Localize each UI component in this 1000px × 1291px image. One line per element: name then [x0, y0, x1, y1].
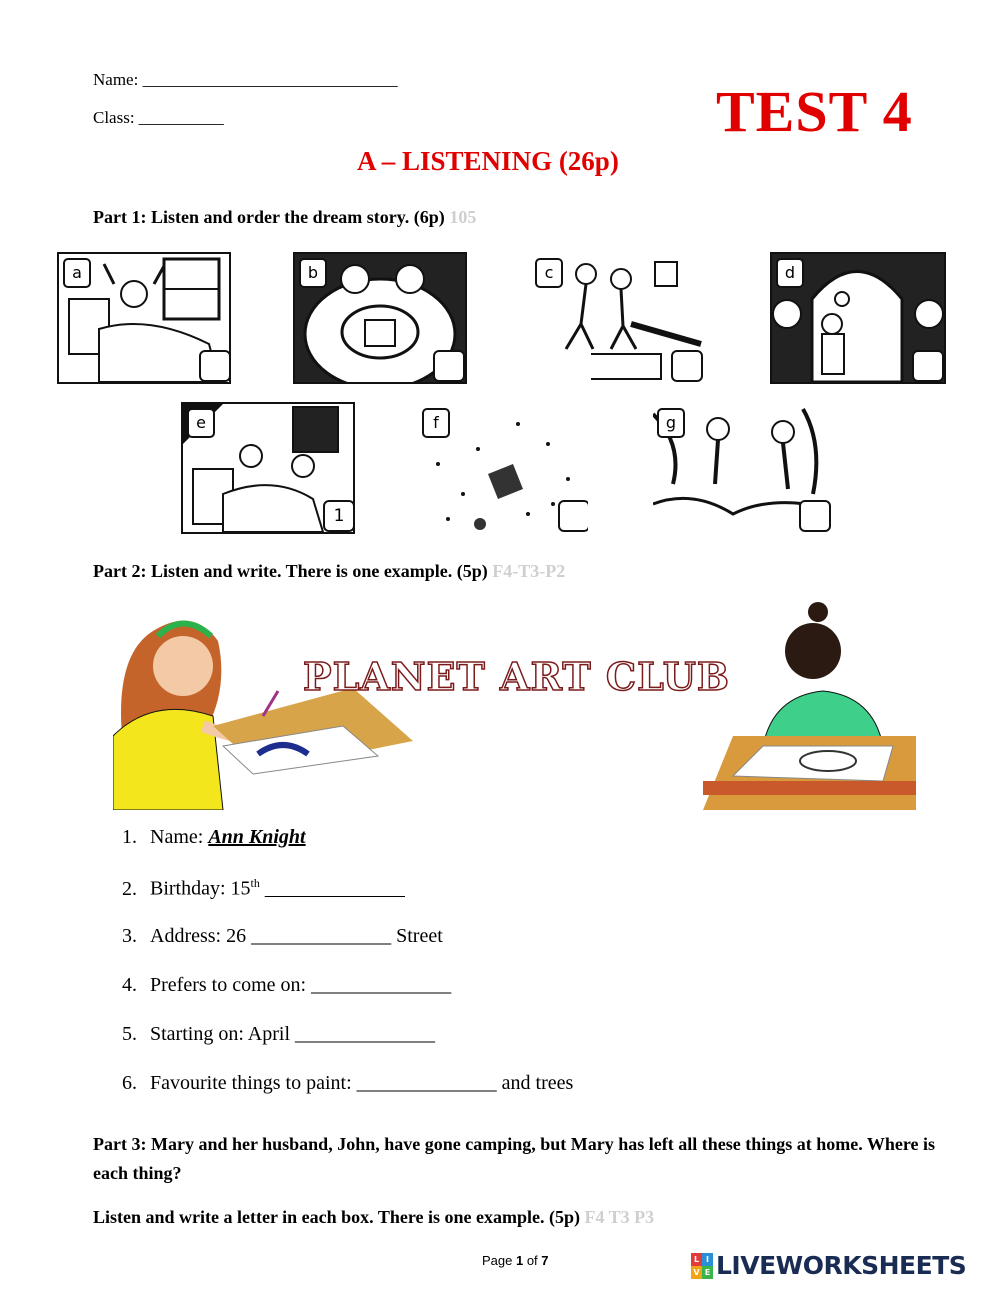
picture-g-answer-box[interactable]	[799, 500, 831, 532]
liveworksheets-brand[interactable]: LIVEWORKSHEETS	[716, 1251, 967, 1280]
picture-d	[770, 252, 946, 384]
part2-item-2[interactable]: 2. Birthday: 15th ______________	[122, 876, 405, 900]
part3-instruction: Listen and write a letter in each box. There is one example. (5p) F4 T3 P3	[93, 1207, 655, 1227]
picture-d-answer-box[interactable]	[912, 350, 944, 382]
part2-item-5[interactable]: 5. Starting on: April ______________	[122, 1023, 435, 1045]
picture-c	[529, 252, 705, 384]
part2-title: Part 2: Listen and write. There is one example. (5p) F4-T3-P2	[93, 561, 566, 581]
example-answer: Ann Knight	[208, 826, 306, 848]
part2-item-6[interactable]: 6. Favourite things to paint: ______________ and trees	[122, 1072, 574, 1094]
picture-g	[651, 402, 833, 534]
art-club-banner	[113, 596, 916, 810]
part3-title: Part 3: Mary and her husband, John, have gone camping, but Mary has left all these things at home. Where is each thing?	[93, 1134, 936, 1183]
picture-c-answer-box[interactable]	[671, 350, 703, 382]
banner-title: PLANET ART CLUB	[303, 654, 731, 699]
section-title: A – LISTENING (26p)	[357, 146, 619, 176]
picture-a-letter: a	[63, 258, 91, 288]
picture-d-letter: d	[776, 258, 804, 288]
part2-item-3[interactable]: 3. Address: 26 ______________ Street	[122, 925, 443, 947]
liveworksheets-logo-icon: L I V E	[691, 1253, 713, 1279]
class-field[interactable]: Class: __________	[93, 108, 224, 127]
picture-e	[181, 402, 355, 534]
picture-b	[293, 252, 467, 384]
picture-e-letter: e	[187, 408, 215, 438]
picture-f-answer-box[interactable]	[558, 500, 590, 532]
picture-f-letter: f	[422, 408, 450, 438]
art-club-illustration	[113, 596, 916, 810]
picture-f	[416, 402, 590, 534]
part1-code: 105	[449, 207, 477, 227]
test-title: TEST 4	[716, 79, 913, 144]
page-number: Page 1 of 7	[482, 1253, 549, 1268]
name-field[interactable]: Name: ______________________________	[93, 70, 398, 89]
picture-a-answer-box[interactable]	[199, 350, 231, 382]
part2-item-1: 1. Name: Ann Knight	[122, 826, 306, 848]
part2-item-4[interactable]: 4. Prefers to come on: ______________	[122, 974, 452, 996]
picture-a	[57, 252, 231, 384]
picture-b-letter: b	[299, 258, 327, 288]
picture-c-letter: c	[535, 258, 563, 288]
part1-title: Part 1: Listen and order the dream story. (6p) 105	[93, 207, 477, 227]
picture-g-letter: g	[657, 408, 685, 438]
part3-code: F4 T3 P3	[584, 1207, 655, 1227]
part2-code: F4-T3-P2	[492, 561, 566, 581]
picture-e-answer-box[interactable]: 1	[323, 500, 355, 532]
picture-b-answer-box[interactable]	[433, 350, 465, 382]
